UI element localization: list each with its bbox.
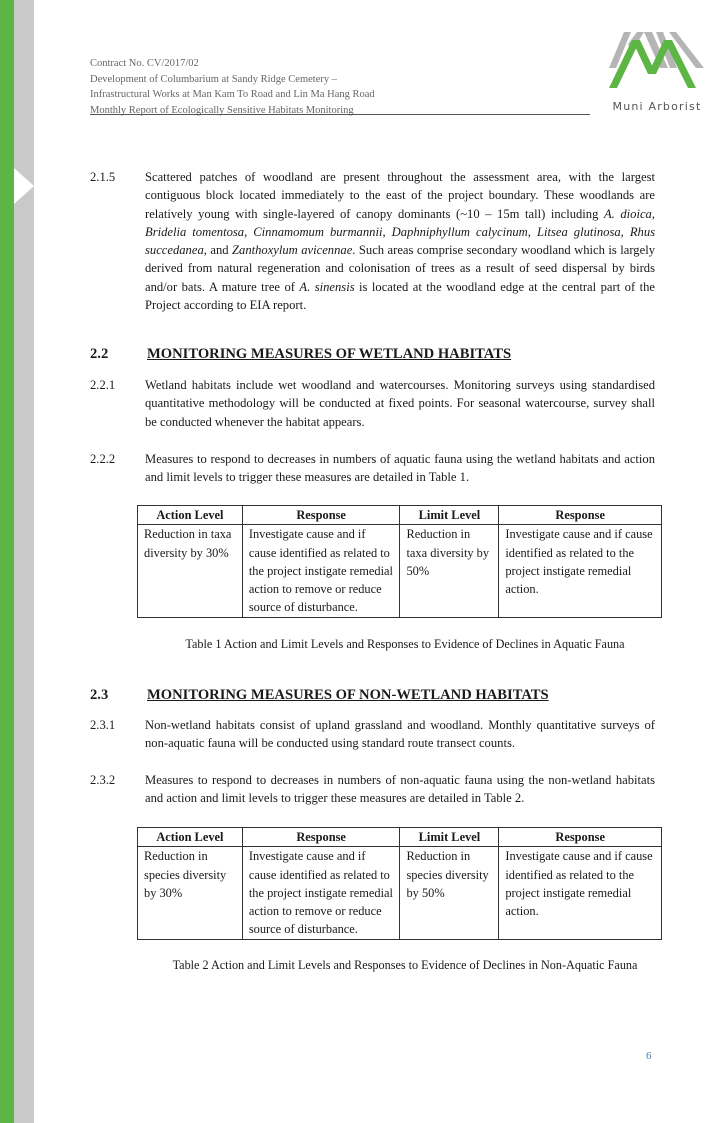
text-run: ,: [382, 224, 392, 239]
header-response: Response: [242, 828, 400, 847]
sidebar-tab-marker: [14, 168, 34, 204]
species-name: A. dioica: [603, 206, 652, 221]
paragraph-2-3-1: [90, 716, 655, 753]
text-run: Scattered patches of woodland are present throughout the assessment area, with the largest contiguous block located immediately to the east of the project boundary. These woodlands are relatively young with single-layered of canopy dominants (~10 – 15m tall) including: [145, 170, 655, 221]
species-name: Daphniphyllum calycinum: [391, 224, 528, 239]
section-title: MONITORING MEASURES OF WETLAND HABITATS: [147, 346, 512, 362]
paragraph-number: 2.2.1: [90, 378, 116, 392]
paragraph-text: [145, 168, 655, 314]
header-rule: [90, 114, 590, 115]
cell-limit-response: Investigate cause and if cause identified as related to the project instigate remedial action.: [499, 525, 662, 617]
paragraph-text: Wetland habitats include wet woodland and watercourses. Monitoring surveys using standardised quantitative methodology will be conducted at fixed points. For seasonal watercourse, survey shall be conducted whenever the habitat appears.: [145, 378, 655, 429]
cell-action-response: Investigate cause and if cause identified as related to the project instigate remedial action to remove or reduce source of disturbance.: [242, 525, 400, 617]
text-run: ,: [527, 224, 537, 239]
species-name: Rhus succedanea: [145, 224, 656, 258]
header-limit-level: Limit Level: [400, 828, 499, 847]
cell-action-level: Reduction in species diversity by 30%: [138, 847, 243, 939]
document-header: [90, 56, 590, 118]
paragraph-2-3-2: [90, 771, 655, 808]
header-action-level: Action Level: [138, 828, 243, 847]
paragraph-number: 2.1.5: [90, 170, 116, 184]
cell-limit-level: Reduction in taxa diversity by 50%: [400, 525, 499, 617]
header-report-line: Monthly Report of Ecologically Sensitive Habitats Monitoring: [90, 104, 354, 116]
text-run: . Such areas comprise secondary woodland which is largely derived from natural regeneration and colonisation of trees as a result of seed dispersal by birds and/or bats. A mature tree of: [145, 243, 655, 294]
header-limit-level: Limit Level: [400, 506, 499, 525]
paragraph-number: 2.3.2: [90, 773, 116, 787]
sidebar-green-band: [0, 0, 14, 1123]
paragraph-2-1-5: [90, 168, 655, 314]
table-1-caption: Table 1 Action and Limit Levels and Responses to Evidence of Declines in Aquatic Fauna: [185, 637, 625, 651]
cell-action-response: Investigate cause and if cause identified as related to the project instigate remedial action to remove or reduce source of disturbance.: [242, 847, 400, 939]
species-name: Litsea glutinosa: [536, 224, 621, 239]
species-name: A. sinensis: [299, 279, 355, 294]
paragraph-number: 2.3.1: [90, 718, 116, 732]
header-response: Response: [242, 506, 400, 525]
section-heading-2-3: [90, 687, 660, 704]
cell-action-level: Reduction in taxa diversity by 30%: [138, 525, 243, 617]
text-run: ,: [620, 224, 630, 239]
cell-limit-response: Investigate cause and if cause identified as related to the project instigate remedial action.: [499, 847, 662, 939]
section-number: 2.2: [90, 346, 109, 362]
species-name: Bridelia tomentosa: [145, 224, 245, 239]
page-number: 6: [646, 1050, 652, 1062]
paragraph-text: Measures to respond to decreases in numbers of aquatic fauna using the wetland habitats and action and limit levels to trigger these measures are detailed in Table 1.: [145, 452, 655, 485]
header-action-level: Action Level: [138, 506, 243, 525]
paragraph-text: Measures to respond to decreases in numbers of non-aquatic fauna using the non-wetland habitats and action and limit levels to trigger these measures are detailed in Table 2.: [145, 773, 655, 806]
table-2-caption: Table 2 Action and Limit Levels and Responses to Evidence of Declines in Non-Aquatic Fauna: [172, 958, 638, 972]
table-header-row: [138, 506, 662, 525]
logo-wordmark: Muni Arborist: [612, 100, 702, 113]
paragraph-2-2-2: [90, 450, 655, 487]
species-name: Cinnamomum burmannii: [253, 224, 383, 239]
table-row: [138, 847, 662, 939]
header-response: Response: [499, 828, 662, 847]
table-header-row: [138, 828, 662, 847]
paragraph-2-2-1: [90, 376, 655, 431]
text-run: ,: [244, 224, 254, 239]
paragraph-text: Non-wetland habitats consist of upland grassland and woodland. Monthly quantitative surveys of non-aquatic fauna will be conducted using standard route transect counts.: [145, 718, 655, 751]
header-contract-line: Contract No. CV/2017/02: [90, 58, 199, 69]
header-works-line: Infrastructural Works at Man Kam To Road and Lin Ma Hang Road: [90, 89, 375, 100]
paragraph-number: 2.2.2: [90, 452, 116, 466]
table-row: [138, 525, 662, 617]
header-response: Response: [499, 506, 662, 525]
cell-limit-level: Reduction in species diversity by 50%: [400, 847, 499, 939]
section-heading-2-2: [90, 346, 660, 363]
species-name: Zanthoxylum avicennae: [232, 243, 353, 258]
section-number: 2.3: [90, 687, 109, 703]
header-project-line: Development of Columbarium at Sandy Ridge Cemetery –: [90, 73, 337, 85]
text-run: is located at the woodland edge at the central part of the Project according to EIA report.: [145, 279, 655, 313]
table-2-non-aquatic-fauna: [137, 827, 662, 940]
text-run: , and: [203, 243, 233, 258]
section-title: MONITORING MEASURES OF NON-WETLAND HABITATS: [147, 687, 549, 703]
table-1-aquatic-fauna: [137, 505, 662, 618]
text-run: ,: [651, 206, 656, 221]
